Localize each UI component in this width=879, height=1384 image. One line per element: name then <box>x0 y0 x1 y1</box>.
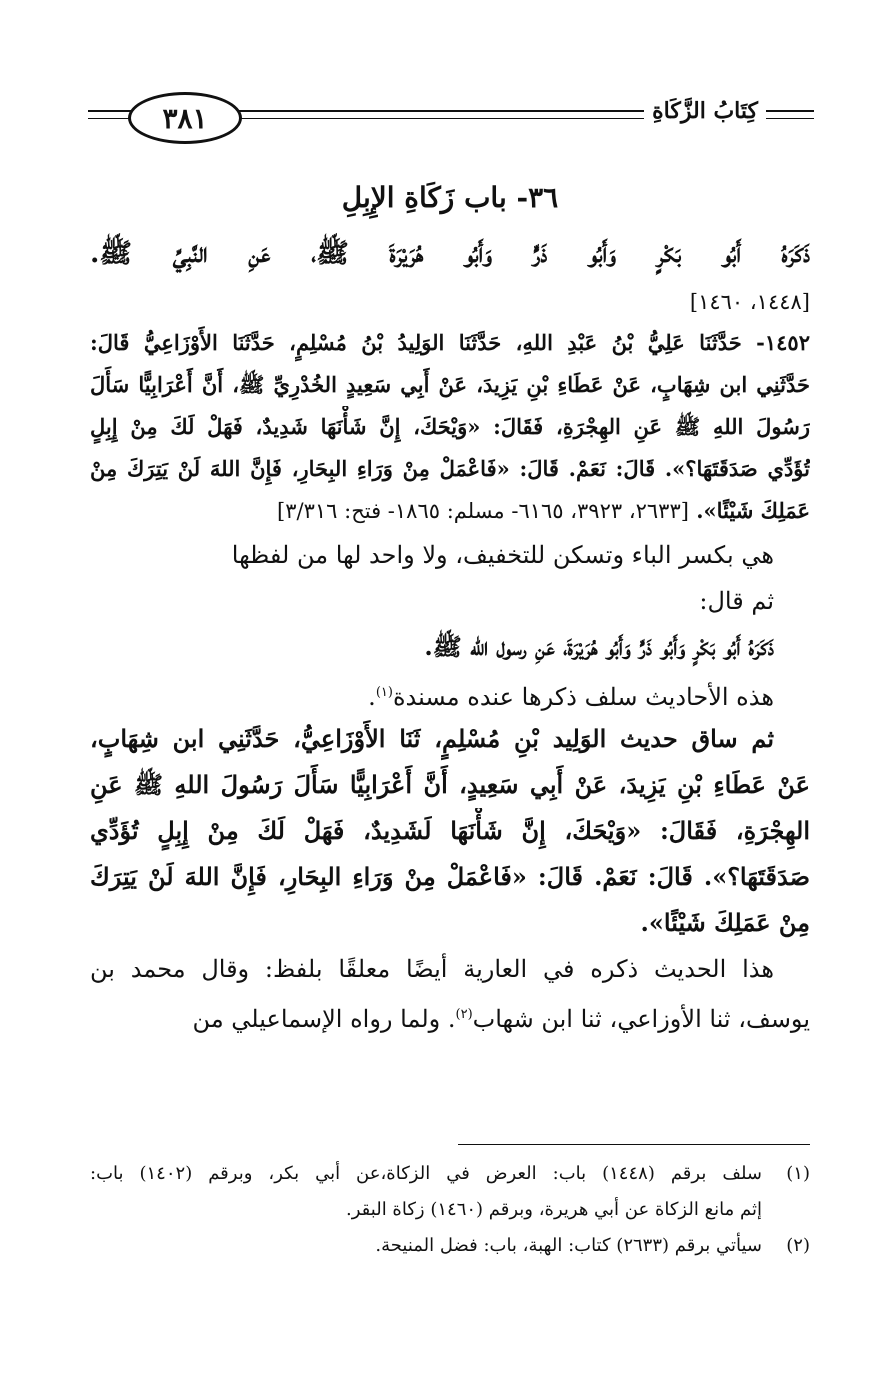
running-header <box>88 92 814 144</box>
footnote-line: سيأتي برقم (٢٦٣٣) كتاب: الهبة، باب: فضل المنيحة. <box>375 1235 762 1256</box>
paragraph-text: . ولما رواه الإسماعيلي من <box>192 1005 456 1033</box>
hadith-last-text: عَمَلِكَ شَيْئًا». <box>696 498 810 523</box>
hadith-line: تُؤَدِّي صَدَقَتَهَا؟». قَالَ: نَعَمْ. قَالَ: «فَاعْمَلْ مِنْ وَرَاءِ البِحَارِ، فَإِنَّ اللهَ لَنْ يَتِرَكَ مِنْ <box>90 456 810 481</box>
intro-line: ذَكَرَهُ أَبُو بَكْرٍ وَأَبُو ذَرٍّ وَأَبُو هُرَيْرَةَ ﷺ، عَنِ النَّبِيِّ ﷺ. <box>90 238 810 269</box>
isnad-line: الهِجْرَةِ، فَقَالَ: «وَيْحَكَ، إِنَّ شَأْنَهَا لَشَدِيدٌ، فَهَلْ لَكَ مِنْ إِبِلٍ تُؤَدِّي <box>90 816 810 845</box>
intro-refs: [١٤٤٨، ١٤٦٠] <box>689 290 810 314</box>
footnote <box>90 1156 810 1228</box>
isnad-line: صَدَقَتَهَا؟». قَالَ: نَعَمْ. قَالَ: «فَاعْمَلْ مِنْ وَرَاءِ البِحَارِ، فَإِنَّ اللهَ لَنْ يَتِرَكَ <box>90 862 810 891</box>
footnote-number: (١) <box>786 1163 810 1184</box>
commentary-paragraph: ثم قال: <box>699 587 774 615</box>
paragraph-end: . <box>368 683 376 711</box>
quote-text: ذَكَرَهُ أَبُو بَكْرٍ وَأَبُو ذَرٍّ وَأَبُو هُرَيْرَةَ، عَنِ رسول الله ﷺ. <box>424 632 774 661</box>
isnad-line: ثم ساق حديث الوَلِيد بْنِ مُسْلِمٍ، ثَنَا الأَوْزَاعِيُّ، حَدَّثَنِي ابن شِهَابٍ، <box>90 724 774 753</box>
chapter-title: ٣٦- باب زَكَاةِ الإِبِلِ <box>341 181 559 214</box>
hadith-line: رَسُولَ اللهِ ﷺ عَنِ الهِجْرَةِ، فَقَالَ: «وَيْحَكَ، إِنَّ شَأْنَهَا شَدِيدٌ، فَهَلْ لَكَ مِنْ إِبِلٍ <box>90 414 810 439</box>
page-number: ٣٨١ <box>128 92 242 144</box>
book-title: كِتَابُ الزَّكَاةِ <box>644 98 766 124</box>
paragraph-text: يوسف، ثنا الأوزاعي، ثنا ابن شهاب <box>472 1005 810 1033</box>
footnote-body <box>90 1228 762 1264</box>
footnote <box>90 1228 810 1264</box>
isnad-line: مِنْ عَمَلِكَ شَيْئًا». <box>640 908 810 937</box>
paragraph-text: هذه الأحاديث سلف ذكرها عنده مسندة <box>392 683 774 711</box>
main-text <box>90 170 810 1038</box>
footnote-marker: (٢) <box>455 1007 473 1022</box>
isnad-line: عَنْ عَطَاءِ بْنِ يَزِيدَ، عَنْ أَبِي سَعِيدٍ، أَنَّ أَعْرَابِيًّا سَأَلَ رَسُولَ اللهِ ﷺ عَنِ <box>90 770 810 799</box>
hadith-line: حَدَّثَنِي ابن شِهَابٍ، عَنْ عَطَاءِ بْنِ يَزِيدَ، عَنْ أَبِي سَعِيدٍ الخُدْرِيِّ ﷺ، أَنَّ أَعْرَابِيًّا سَأَلَ <box>90 372 810 397</box>
commentary-paragraph: هي بكسر الباء وتسكن للتخفيف، ولا واحد لها من لفظها <box>231 541 774 569</box>
footnote-line: إثم مانع الزكاة عن أبي هريرة، وبرقم (١٤٦٠) زكاة البقر. <box>346 1199 762 1220</box>
footnote-separator <box>458 1144 810 1145</box>
hadith-last-line <box>90 490 810 532</box>
footnotes <box>90 1156 810 1264</box>
commentary-paragraph <box>90 992 810 1038</box>
footnote-line: سلف برقم (١٤٤٨) باب: العرض في الزكاة،عن أبي بكر، وبرقم (١٤٠٢) باب: <box>90 1163 762 1184</box>
hadith-line: ١٤٥٢- حَدَّثَنَا عَلِيُّ بْنُ عَبْدِ اللهِ، حَدَّثَنَا الوَلِيدُ بْنُ مُسْلِمٍ، حَدَّثَنَا الأَوْزَاعِيُّ قَالَ: <box>90 330 810 355</box>
commentary-quote <box>90 624 810 670</box>
footnote-number: (٢) <box>786 1235 810 1256</box>
footnote-marker: (١) <box>375 685 393 700</box>
footnote-body <box>90 1156 762 1228</box>
commentary-paragraph <box>90 670 810 716</box>
commentary-paragraph: هذا الحديث ذكره في العارية أيضًا معلقًا بلفظ: وقال محمد بن <box>90 955 774 983</box>
hadith-refs: [٢٦٣٣، ٣٩٢٣، ٦١٦٥- مسلم: ١٨٦٥- فتح: ٣/٣١٦] <box>277 499 689 523</box>
